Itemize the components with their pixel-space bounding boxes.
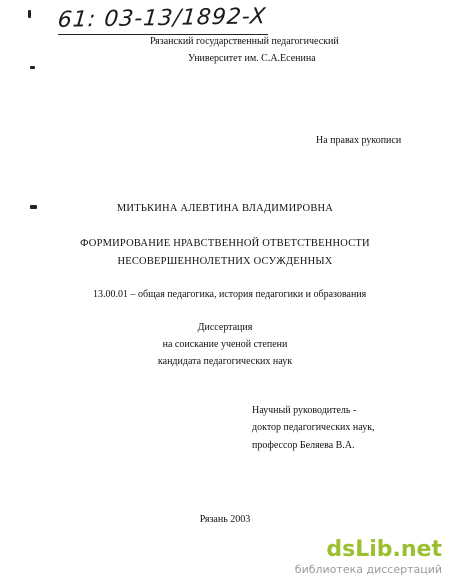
degree-line1: Диссертация <box>197 322 253 333</box>
watermark-logo: dsLib.net <box>326 537 442 562</box>
supervisor-line2: доктор педагогических наук, <box>252 422 375 433</box>
degree-line3: кандидата педагогических наук <box>157 356 293 367</box>
supervisor-line1: Научный руководитель - <box>252 405 357 416</box>
watermark <box>295 538 442 576</box>
handwritten-underline <box>58 34 268 35</box>
university-name-line1: Рязанский государственный педагогический <box>150 36 339 47</box>
supervisor-line3: профессор Беляева В.А. <box>252 440 355 451</box>
dissertation-title-line1: ФОРМИРОВАНИЕ НРАВСТВЕННОЙ ОТВЕТСТВЕННОСТИ <box>80 238 370 249</box>
rights-note: На правах рукописи <box>316 135 402 146</box>
scan-mark <box>28 10 31 18</box>
university-name-line2: Университет им. С.А.Есенина <box>188 53 316 64</box>
dissertation-title-line2: НЕСОВЕРШЕННОЛЕТНИХ ОСУЖДЕННЫХ <box>117 256 333 267</box>
city-year: Рязань 2003 <box>199 514 251 525</box>
degree-line2: на соискание ученой степени <box>162 339 288 350</box>
specialty-code: 13.00.01 – общая педагогика, история педагогики и образования <box>93 289 367 300</box>
watermark-subtitle: библиотека диссертаций <box>294 563 442 576</box>
handwritten-archive-code: 61: 03-13/1892-X <box>56 4 268 33</box>
author-name: МИТЬКИНА АЛЕВТИНА ВЛАДИМИРОВНА <box>116 203 334 214</box>
scan-mark <box>30 66 35 69</box>
